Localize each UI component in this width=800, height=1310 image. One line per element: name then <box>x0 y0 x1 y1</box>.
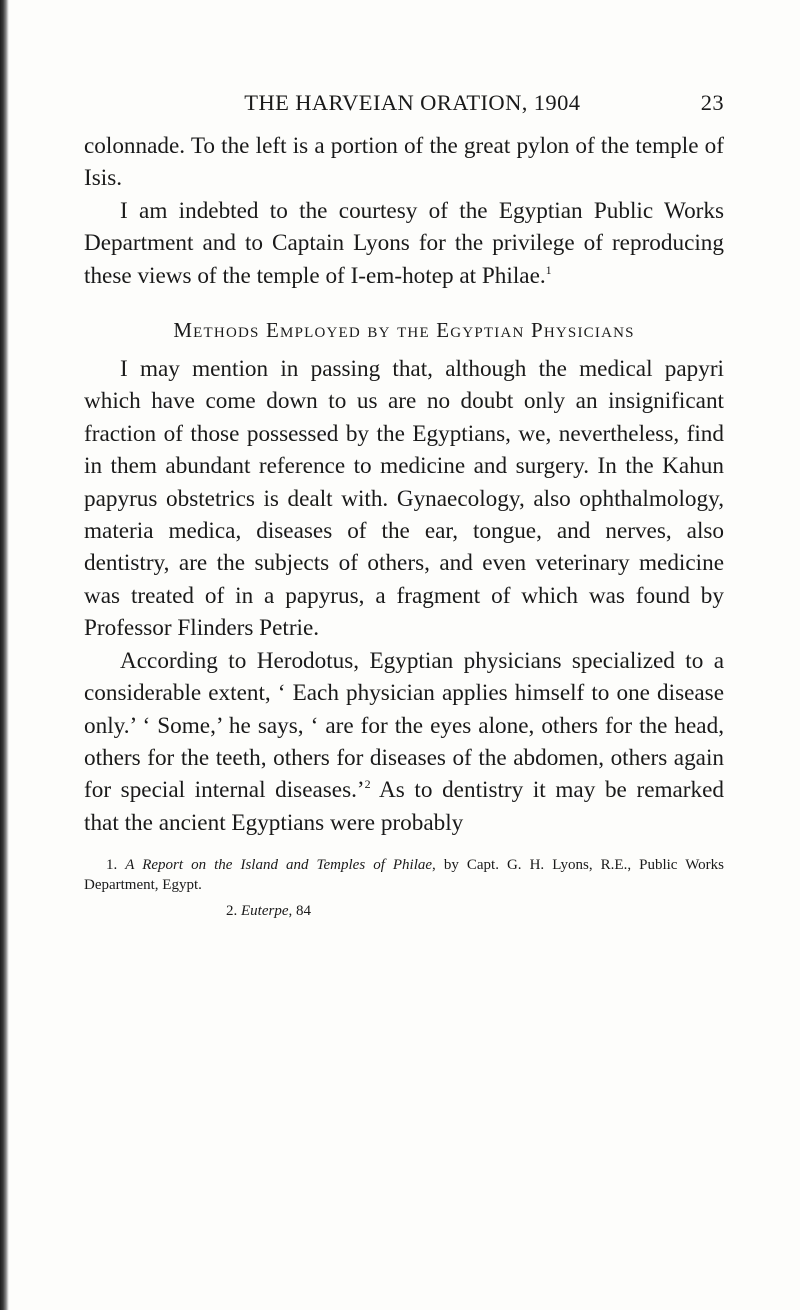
paragraph-4-text-b: As to dentistry it may be remarked that the ancient Egyptians were probably <box>84 777 725 836</box>
footnote-2-title: Euterpe <box>241 903 289 920</box>
section-heading: Methods Employed by the Egyptian Physicians <box>173 318 635 343</box>
paragraph-1: colonnade. To the left is a portion of the great pylon of the temple of Isis. <box>84 133 724 192</box>
footnote-2 <box>84 901 724 921</box>
page-binding-edge <box>0 0 9 1310</box>
footnote-2-number: 2. <box>226 903 238 920</box>
footnote-1-text: , by Capt. G. H. Lyons, R.E., Public Works Department, Egypt. <box>84 857 724 894</box>
paragraph-4 <box>84 645 724 839</box>
paragraph-3: I may mention in passing that, although the medical papyri which have come down to us are no doubt only an insignificant fraction of those possessed by the Egyptians, we, nevertheless, find in them abundant reference to medicine and surgery. In the Kahun papyrus obstetrics is dealt with. Gynaecology, also ophthalmology, materia medica, diseases of the ear, tongue, and nerves, also dentistry, are the subjects of others, and even veterinary medicine was treated of in a papyrus, a fragment of which was found by Professor Flinders Petrie. <box>84 356 724 642</box>
paragraph-4-text-a: According to Herodotus, Egyptian physicians specialized to a considerable extent, ‘ Each physician applies himself to one disease only.’ ‘ Some,’ he says, ‘ are for the eyes alone, others for the head, others for the teeth, others for diseases of the abdomen, others again for special internal diseases.’ <box>84 647 724 804</box>
running-head-title: THE HARVEIAN ORATION, 1904 <box>244 90 581 115</box>
footnote-1 <box>84 855 724 895</box>
footnote-ref-2: 2 <box>364 777 371 792</box>
footnote-1-number: 1. <box>106 857 118 874</box>
running-head <box>84 90 724 116</box>
footnote-2-text: , 84 <box>288 903 311 920</box>
page-number: 23 <box>700 90 724 115</box>
footnotes <box>84 855 724 921</box>
footnote-ref-1: 1 <box>545 262 552 277</box>
footnote-1-title: A Report on the Island and Temples of Philae <box>125 857 433 874</box>
book-page <box>84 90 724 921</box>
paragraph-2 <box>84 195 724 292</box>
paragraph-2-text: I am indebted to the courtesy of the Egyptian Public Works Department and to Captain Lyons for the privilege of reproducing these views of the temple of I-em-hotep at Philae. <box>84 197 724 289</box>
